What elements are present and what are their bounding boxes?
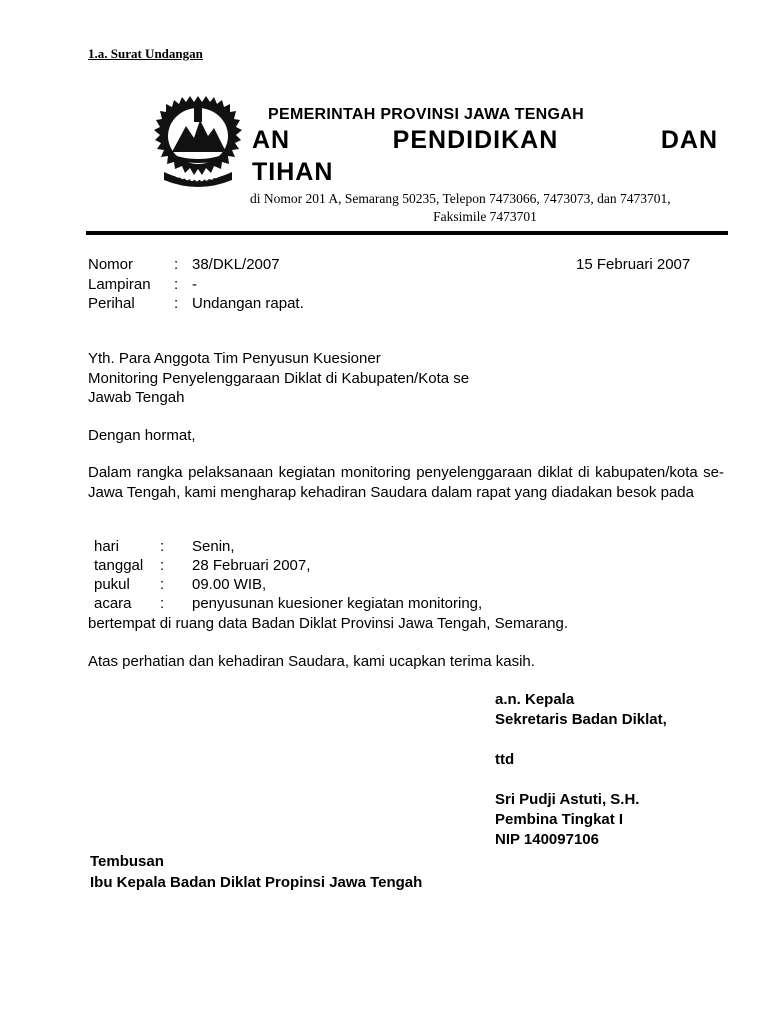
letterhead-divider [86, 231, 728, 235]
signatory-rank: Pembina Tingkat I [495, 811, 624, 828]
signature-spacer [495, 770, 667, 790]
meta-value: - [192, 275, 197, 293]
meta-label: Perihal [88, 295, 135, 312]
meta-value: 38/DKL/2007 [192, 256, 280, 273]
meta-row-lampiran [88, 276, 304, 296]
detail-colon: : [160, 576, 165, 593]
letterhead-agency-line: AN PENDIDIKAN DAN [252, 126, 718, 154]
signature-block [495, 690, 667, 850]
signatory-name: Sri Pudji Astuti, S.H. [495, 791, 640, 808]
meta-colon: : [174, 295, 179, 312]
recipient-line: Yth. Para Anggota Tim Penyusun Kuesioner [88, 350, 381, 367]
detail-label: tanggal [94, 557, 144, 574]
recipient-line: Jawab Tengah [88, 389, 185, 406]
detail-label: hari [94, 538, 120, 555]
location-line: bertempat di ruang data Badan Diklat Provinsi Jawa Tengah, Semarang. [88, 615, 569, 632]
document-label: 1.a. Surat Undangan [88, 46, 203, 61]
detail-value: Senin, [192, 538, 235, 555]
detail-label: pukul [94, 576, 130, 593]
cc-recipient: Ibu Kepala Badan Diklat Propinsi Jawa Tengah [90, 874, 423, 891]
detail-row [94, 538, 482, 557]
meta-label: Lampiran [88, 275, 151, 293]
letterhead-address: di Nomor 201 A, Semarang 50235, Telepon 7473066, 7473073, dan 7473701, [250, 191, 671, 206]
province-emblem-icon [150, 92, 246, 194]
meta-row-nomor [88, 256, 304, 276]
closing-line: Atas perhatian dan kehadiran Saudara, kami ucapkan terima kasih. [88, 653, 535, 670]
letter-date: 15 Februari 2007 [576, 256, 691, 273]
detail-row [94, 576, 482, 595]
detail-value: 28 Februari 2007, [192, 557, 311, 574]
letterhead-agency-line-2: TIHAN [252, 158, 334, 186]
meta-row-perihal [88, 295, 304, 315]
greeting: Dengan hormat, [88, 427, 196, 444]
signature-spacer [495, 730, 667, 750]
detail-colon: : [160, 557, 165, 574]
signature-ttd: ttd [495, 751, 515, 768]
letterhead-fax: Faksimile 7473701 [433, 209, 537, 224]
letterhead-government-line: PEMERINTAH PROVINSI JAWA TENGAH [268, 106, 584, 123]
meta-colon: : [174, 256, 179, 273]
detail-row [94, 595, 482, 614]
cc-title: Tembusan [90, 853, 164, 870]
detail-row [94, 557, 482, 576]
meeting-details [94, 538, 482, 614]
detail-value: 09.00 WIB, [192, 576, 267, 593]
recipient-block [88, 349, 724, 408]
meta-label: Nomor [88, 256, 134, 273]
meta-colon: : [174, 275, 179, 293]
detail-colon: : [160, 595, 165, 612]
carbon-copy-block [90, 851, 422, 893]
letter-meta [88, 256, 304, 315]
detail-colon: : [160, 538, 165, 555]
signature-position: Sekretaris Badan Diklat, [495, 711, 667, 728]
meta-value: Undangan rapat. [192, 295, 304, 312]
recipient-line: Monitoring Penyelenggaraan Diklat di Kabupaten/Kota se [88, 369, 470, 387]
signatory-nip: NIP 140097106 [495, 831, 599, 848]
detail-value: penyusunan kuesioner kegiatan monitoring, [192, 595, 483, 612]
signature-on-behalf: a.n. Kepala [495, 691, 575, 708]
body-paragraph: Dalam rangka pelaksanaan kegiatan monitoring penyelenggaraan diklat di kabupaten/kota se-Jawa Tengah, kami mengharap kehadiran Saudara dalam rapat yang diadakan besok pada [88, 464, 724, 501]
detail-label: acara [94, 595, 132, 612]
